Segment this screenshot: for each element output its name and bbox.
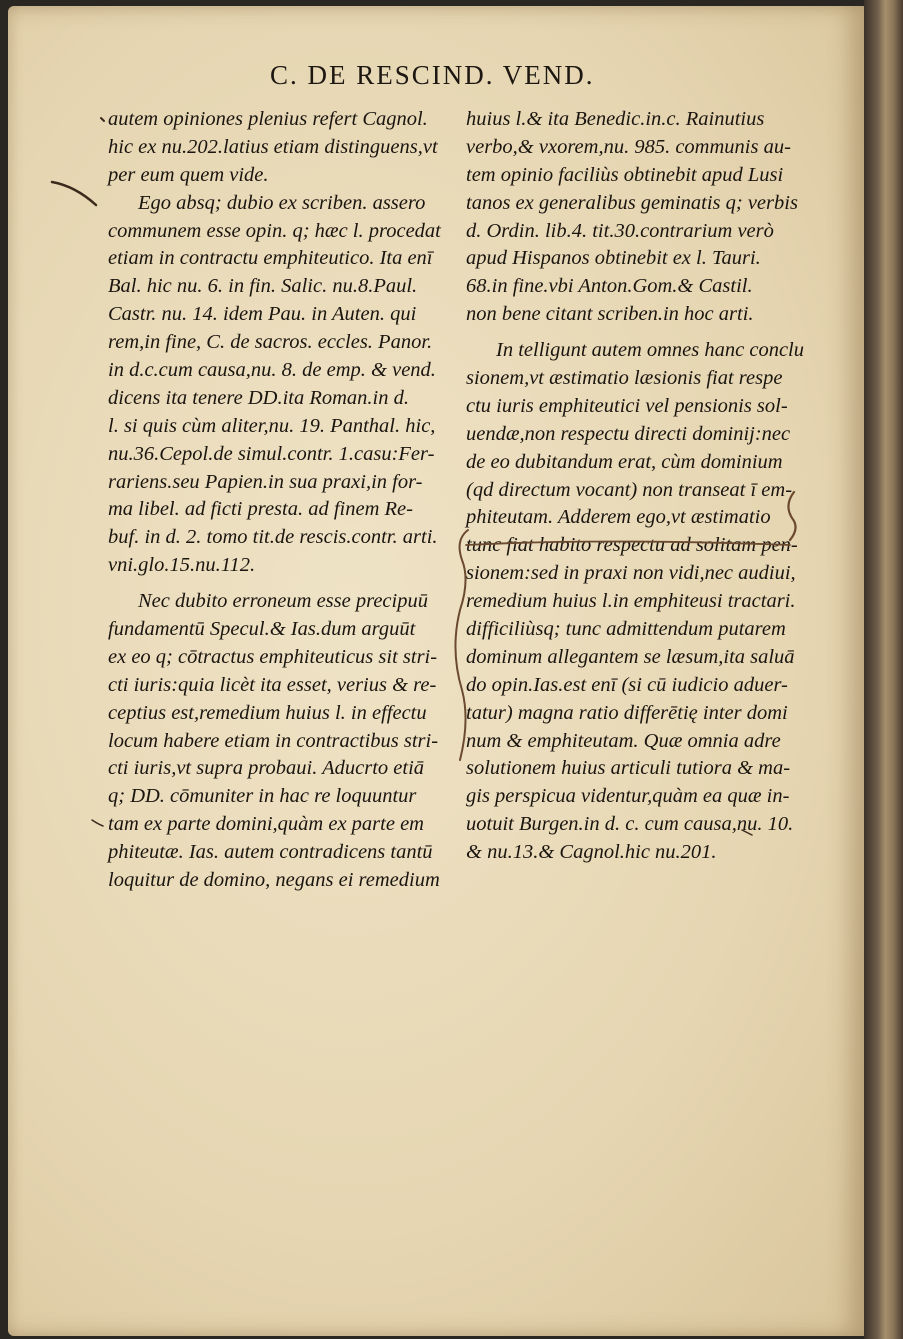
marginal-stroke-mark <box>52 182 96 205</box>
text-line: cti iuris:quia licèt ita esset, verius & re- <box>108 673 437 696</box>
running-head: C. DE RESCIND. VEND. <box>270 60 595 90</box>
text-line: locum habere etiam in contractibus stri- <box>108 729 439 752</box>
text-line: non bene citant scriben.in hoc arti. <box>466 303 754 326</box>
side-brace-mark <box>788 492 795 540</box>
text-line: dicens ita tenere DD.ita Roman.in d. <box>108 386 409 409</box>
text-line: q; DD. cōmuniter in hac re loquuntur <box>108 785 417 808</box>
marginal-tick-mark <box>92 820 103 826</box>
text-line: remedium huius l.in emphiteusi tractari. <box>466 590 796 613</box>
text-line: sionem:sed in praxi non vidi,nec audiui, <box>466 562 796 585</box>
text-line: tem opinio faciliùs obtinebit apud Lusi <box>466 163 784 186</box>
text-line: Nec dubito erroneum esse precipuū <box>138 590 428 613</box>
text-line: tunc fiat habito respectu ad solitam pen- <box>466 534 798 557</box>
bracket-mark <box>455 530 468 760</box>
text-line: etiam in contractu emphiteutico. Ita enī <box>108 247 433 270</box>
text-line: buf. in d. 2. tomo tit.de rescis.contr. arti. <box>108 526 438 549</box>
text-line: l. si quis cùm aliter,nu. 19. Panthal. hic, <box>108 414 436 437</box>
text-line: Bal. hic nu. 6. in fin. Salic. nu.8.Paul. <box>108 275 418 298</box>
text-line: verbo,& vxorem,nu. 985. communis au- <box>466 135 791 158</box>
text-line: difficiliùsq; tunc admittendum putarem <box>466 618 786 641</box>
text-line: apud Hispanos obtinebit ex l. Tauri. <box>466 247 761 270</box>
text-line: fundamentū Specul.& Ias.dum arguūt <box>108 618 416 641</box>
text-line: (qd directum vocant) non transeat ī em- <box>466 478 793 501</box>
marginal-dot-mark <box>101 118 104 121</box>
text-line: sionem,vt æstimatio læsionis fiat respe <box>466 367 783 390</box>
text-line: In telligunt autem omnes hanc conclu <box>496 339 805 362</box>
text-line: loquitur de domino, negans ei remedium <box>108 869 440 892</box>
text-line: ex eo q; cōtractus emphiteuticus sit stri- <box>108 645 438 668</box>
text-line: nu.36.Cepol.de simul.contr. 1.casu:Fer- <box>108 442 435 465</box>
text-line: gis perspicua videntur,quàm ea quæ in- <box>466 785 790 808</box>
text-line: phiteutæ. Ias. autem contradicens tantū <box>108 841 433 864</box>
text-line: Castr. nu. 14. idem Pau. in Auten. qui <box>108 303 417 326</box>
text-line: tam ex parte domini,quàm ex parte em <box>108 813 424 836</box>
text-line: ctu iuris emphiteutici vel pensionis sol- <box>466 394 788 417</box>
text-line: uotuit Burgen.in d. c. cum causa,nu. 10. <box>466 813 794 836</box>
text-line: per eum quem vide. <box>108 163 269 186</box>
text-line: communem esse opin. q; hæc l. procedat <box>108 219 441 242</box>
text-line: dominum allegantem se læsum,ita saluā <box>466 645 795 668</box>
text-line: 68.in fine.vbi Anton.Gom.& Castil. <box>466 275 753 298</box>
text-line: ma libel. ad ficti presta. ad finem Re- <box>108 498 413 521</box>
underline-mark <box>466 542 790 546</box>
text-line: rariens.seu Papien.in sua praxi,in for- <box>108 470 423 493</box>
margin-slash-mark <box>742 830 752 835</box>
text-line: uendæ,non respectu directi dominij:nec <box>466 422 791 445</box>
text-line: in d.c.cum causa,nu. 8. de emp. & vend. <box>108 359 436 382</box>
text-line: tatur) magna ratio differētię inter domi <box>466 701 788 724</box>
text-line: & nu.13.& Cagnol.hic nu.201. <box>466 841 717 864</box>
text-line: d. Ordin. lib.4. tit.30.contrarium verò <box>466 219 774 242</box>
text-line: hic ex nu.202.latius etiam distinguens,vt <box>108 135 438 158</box>
text-line: rem,in fine, C. de sacros. eccles. Panor. <box>108 331 433 354</box>
text-line: phiteutam. Adderem ego,vt æstimatio <box>466 506 771 529</box>
text-line: do opin.Ias.est enī (si cū iudicio aduer- <box>466 673 788 696</box>
text-line: ceptius est,remedium huius l. in effectu <box>108 701 427 724</box>
text-line: Ego absq; dubio ex scriben. assero <box>138 191 426 214</box>
text-line: autem opiniones plenius refert Cagnol. <box>108 108 428 130</box>
text-line: vni.glo.15.nu.112. <box>108 554 256 577</box>
text-line: de eo dubitandum erat, cùm dominium <box>466 450 783 473</box>
text-line: huius l.& ita Benedic.in.c. Rainutius <box>466 108 765 130</box>
text-line: solutionem huius articuli tutiora & ma- <box>466 757 791 780</box>
text-line: num & emphiteutam. Quæ omnia adre <box>466 729 781 752</box>
text-line: tanos ex generalibus geminatis q; verbis <box>466 191 798 214</box>
text-line: cti iuris,vt supra probaui. Aducrto etiā <box>108 757 425 780</box>
